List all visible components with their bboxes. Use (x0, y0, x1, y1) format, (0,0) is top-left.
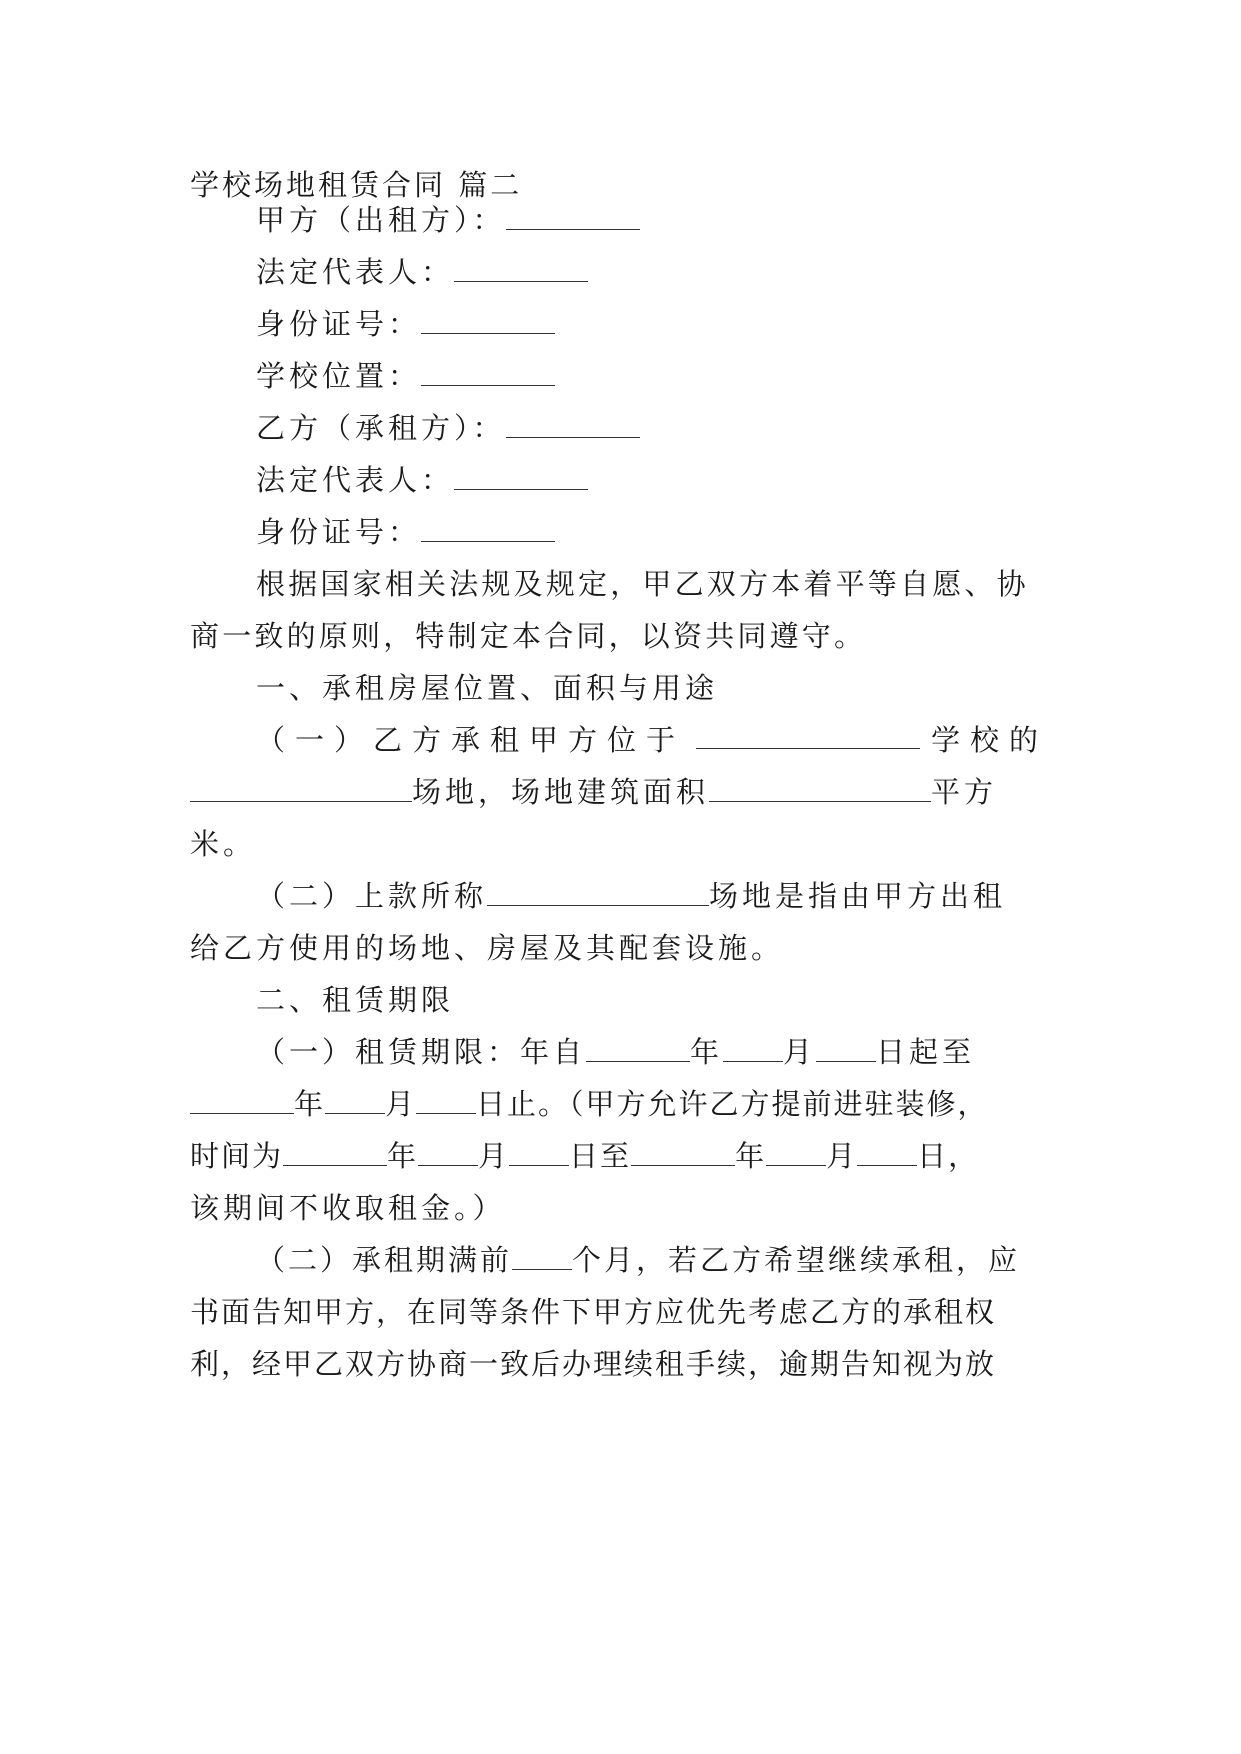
party-b-rep-label: 法定代表人： (256, 463, 455, 497)
s2-item1-line3 (190, 1136, 979, 1176)
s1-item1-text-d: 平方 (931, 775, 998, 809)
party-a-blank[interactable] (506, 201, 640, 230)
s2-start-month-blank[interactable] (723, 1033, 783, 1062)
s2-month-label: 月 (783, 1035, 817, 1069)
s1-item2-line2: 给乙方使用的场地、房屋及其配套设施。 (190, 931, 785, 965)
s2-end-year-blank[interactable] (190, 1085, 294, 1114)
s2-item2-line3: 利，经甲乙双方协商一致后办理续租手续，逾期告知视为放 (190, 1347, 997, 1381)
s1-item1-text-a: （一）乙方承租甲方位于 (256, 723, 686, 757)
s1-area-blank[interactable] (709, 773, 931, 802)
s2-item2-text-a: （二）承租期满前 (256, 1243, 513, 1277)
party-b-id-label: 身份证号： (256, 515, 422, 549)
party-b-label: 乙方（承租方）： (256, 411, 506, 445)
s2-month-label-2: 月 (385, 1087, 417, 1121)
school-location-label: 学校位置： (256, 359, 422, 393)
s2-month-label-4: 月 (826, 1139, 858, 1173)
s1-item1-line3: 米。 (190, 827, 257, 861)
s2-from-label: 日起至 (876, 1035, 976, 1069)
s2-item1-line2 (190, 1084, 989, 1124)
s2-year-label-2: 年 (294, 1087, 326, 1121)
s1-location-blank[interactable] (696, 720, 920, 749)
school-location-line (256, 356, 555, 396)
party-a-rep-line (256, 252, 588, 292)
s2-months-blank[interactable] (512, 1241, 572, 1270)
party-a-line (256, 200, 640, 240)
party-a-rep-blank[interactable] (454, 253, 588, 282)
s2-end-month-blank[interactable] (325, 1085, 385, 1114)
s2-month-label-3: 月 (478, 1139, 510, 1173)
section-1-heading: 一、承租房屋位置、面积与用途 (256, 671, 719, 705)
s1-item2-blank[interactable] (487, 877, 709, 906)
s2-year-label-3: 年 (387, 1139, 419, 1173)
party-b-blank[interactable] (506, 409, 640, 438)
party-b-rep-line (256, 460, 588, 500)
s2-year-label-4: 年 (735, 1139, 767, 1173)
s1-item1-text-b: 学校的 (930, 723, 1048, 757)
s2-to-label: 日止。（甲方允许乙方提前进驻装修， (476, 1087, 989, 1121)
s1-item2-text-a: （二）上款所称 (256, 879, 488, 913)
s2-start-day-blank[interactable] (816, 1033, 876, 1062)
party-b-id-blank[interactable] (421, 513, 555, 542)
s2-till-label: 日至 (569, 1139, 632, 1173)
preamble-line-2: 商一致的原则，特制定本合同，以资共同遵守。 (190, 619, 867, 653)
s2-fit-end-year-blank[interactable] (631, 1137, 735, 1166)
s2-end-day-blank[interactable] (416, 1085, 476, 1114)
s1-site-blank[interactable] (190, 773, 412, 802)
party-a-id-line (256, 304, 555, 344)
party-a-id-label: 身份证号： (256, 307, 422, 341)
s1-item2-text-b: 场地是指由甲方出租 (709, 879, 1007, 913)
party-a-rep-label: 法定代表人： (256, 255, 455, 289)
s2-item1-line4: 该期间不收取租金。） (190, 1191, 506, 1225)
s2-item2-text-b: 个月，若乙方希望继续承租，应 (572, 1243, 1021, 1277)
s1-item1-line2 (190, 772, 997, 812)
s2-fit-start-month-blank[interactable] (418, 1137, 478, 1166)
preamble-line-1: 根据国家相关法规及规定，甲乙双方本着平等自愿、协 (256, 567, 1029, 601)
document-title: 学校场地租赁合同 篇二 (190, 168, 523, 202)
party-b-line (256, 408, 640, 448)
party-a-label: 甲方（出租方）： (256, 203, 506, 237)
party-b-rep-blank[interactable] (454, 461, 588, 490)
s2-item2-line2: 书面告知甲方，在同等条件下甲方应优先考虑乙方的承租权 (190, 1295, 997, 1329)
s1-item2-line1 (256, 876, 1006, 916)
s2-item1-text-a: （一）租赁期限：年自 (256, 1035, 587, 1069)
s2-fit-end-month-blank[interactable] (766, 1137, 826, 1166)
s2-start-year-blank[interactable] (586, 1033, 690, 1062)
s1-item1-text-c: 场地，场地建筑面积 (412, 775, 710, 809)
school-location-blank[interactable] (421, 357, 555, 386)
party-a-id-blank[interactable] (421, 305, 555, 334)
s2-day-end-label: 日， (917, 1139, 980, 1173)
s2-fit-end-day-blank[interactable] (857, 1137, 917, 1166)
s2-year-label: 年 (690, 1035, 724, 1069)
s1-item1-line1 (256, 720, 1048, 760)
s2-item1-line1 (256, 1032, 975, 1072)
s2-time-label: 时间为 (190, 1139, 284, 1173)
s2-fit-start-year-blank[interactable] (283, 1137, 387, 1166)
party-b-id-line (256, 512, 555, 552)
section-2-heading: 二、租赁期限 (256, 983, 455, 1017)
s2-item2-line1 (256, 1240, 1020, 1280)
s2-fit-start-day-blank[interactable] (509, 1137, 569, 1166)
